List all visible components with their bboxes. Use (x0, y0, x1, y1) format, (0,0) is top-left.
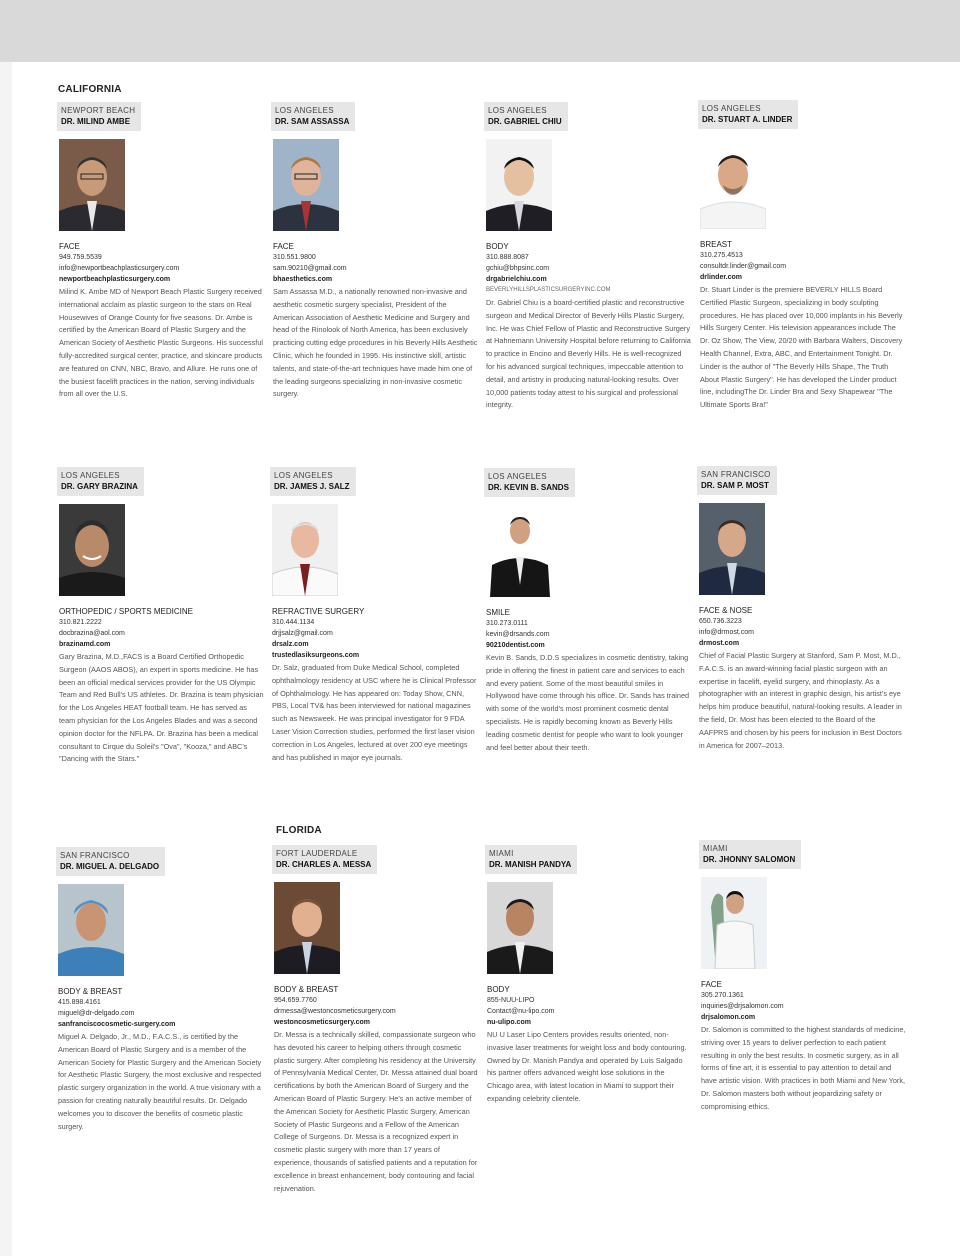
doctor-card (59, 467, 264, 766)
doctor-photo (58, 884, 124, 976)
doctor-phone: 650.736.3223 (699, 618, 742, 625)
doctor-phone: 415.898.4161 (58, 999, 101, 1006)
doctor-photo (486, 139, 552, 231)
doctor-card (700, 100, 905, 412)
doctor-photo (700, 137, 766, 229)
section-california: CALIFORNIA (58, 84, 122, 95)
doctor-specialty: SMILE (486, 608, 511, 617)
doctor-card (58, 847, 263, 1133)
doctor-tag (484, 102, 568, 131)
doctor-specialty: BODY (486, 242, 509, 251)
doctor-tag (699, 840, 801, 869)
doctor-photo (59, 139, 125, 231)
doctor-website[interactable]: drgabrielchiu.com (486, 276, 547, 283)
doctor-photo (59, 504, 125, 596)
doctor-bio: Chief of Facial Plastic Surgery at Stanford, Sam P. Most, M.D., F.A.C.S. is an award-winning facial plastic surgeon with an expertise in facelift, eyelid surgery, and rhinoplasty. As a photographer with an interest in graphic design, his artist's eye helps him produce beautiful, natural-looking results. A leader in the field, Dr. Most has been elected to the Board of the AAFPRS and chosen by his peers for inclusion in Best Doctors in America for 2007–2013. (699, 651, 902, 750)
doctor-bio: Dr. Gabriel Chiu is a board-certified plastic and reconstructive surgeon and Medical Director of Beverly Hills Plastic Surgery, Inc. He was Chief Fellow of Plastic and Reconstructive Surgery at Hahnemann University Hospital before returning to California to practice in Encino and Beverly Hills. He is well-recognized for his advanced surgical techniques, impeccable attention to detail, and artistry in producing natural-looking results. Over 10,000 patients today attest to his surgical and professional integrity. (486, 298, 691, 410)
doctor-website[interactable]: bhaesthetics.com (273, 276, 333, 283)
doctor-name: DR. GABRIEL CHIU (488, 117, 562, 126)
doctor-city: NEWPORT BEACH (61, 106, 136, 115)
doctor-name: DR. MILIND AMBE (61, 117, 131, 126)
doctor-specialty: FACE (59, 242, 80, 251)
doctor-city: MIAMI (489, 849, 514, 858)
doctor-phone: 310.444.1134 (272, 619, 315, 626)
doctor-card (59, 102, 264, 401)
doctor-tag (57, 102, 141, 131)
doctor-name: DR. JAMES J. SALZ (274, 482, 350, 491)
doctor-bio: Gary Brazina, M.D.,FACS is a Board Certified Orthopedic Surgeon (AAOS ABOS), an expert in sports medicine. He has been an official medical services provider for the US Olympic Team and Red Bull's US athletes. Dr. Brazina is team physician for the Los Angeles HEAT football team. He has served as team physician for the Los Angeles Blades and was a second opinion doctor for the NFLPA. Dr. Brazina has been a medical consultant to Cirque du Soleil's "Ova", "Kooza," and ABC's "Dancing with the Stars." (59, 652, 264, 764)
doctor-email[interactable]: Contact@nu-lipo.com (487, 1008, 555, 1015)
doctor-city: SAN FRANCISCO (60, 851, 130, 860)
doctor-photo (486, 505, 554, 597)
doctor-specialty: ORTHOPEDIC / SPORTS MEDICINE (59, 607, 193, 616)
doctor-card (274, 845, 479, 1195)
doctor-specialty: REFRACTIVE SURGERY (272, 607, 365, 616)
doctor-card (701, 840, 906, 1114)
doctor-city: LOS ANGELES (274, 471, 333, 480)
doctor-name: DR. STUART A. LINDER (702, 115, 793, 124)
doctor-phone: 310.551.9800 (273, 254, 316, 261)
doctor-specialty: BREAST (700, 240, 733, 249)
doctor-email[interactable]: info@newportbeachplasticsurgery.com (59, 265, 180, 272)
doctor-name: DR. MANISH PANDYA (489, 860, 572, 869)
doctor-phone: 310.821.2222 (59, 619, 102, 626)
doctor-city: FORT LAUDERDALE (276, 849, 358, 858)
doctor-website[interactable]: drlinder.com (700, 274, 743, 281)
doctor-card (273, 102, 478, 401)
section-florida: FLORIDA (276, 825, 322, 836)
doctor-website[interactable]: nu-ulipo.com (487, 1019, 531, 1026)
doctor-card (487, 845, 692, 1106)
doctor-card (486, 468, 691, 754)
doctor-website[interactable]: westoncosmeticsurgery.com (274, 1019, 370, 1026)
doctor-email[interactable]: inquiries@drjsalomon.com (701, 1003, 784, 1010)
doctor-name: DR. KEVIN B. SANDS (488, 483, 569, 492)
doctor-phone: 310.888.8087 (486, 254, 529, 261)
doctor-city: SAN FRANCISCO (701, 470, 771, 479)
doctor-city: LOS ANGELES (488, 472, 547, 481)
doctor-bio: Dr. Stuart Linder is the premiere BEVERLY HILLS Board Certified Plastic Surgeon, specializing in body sculpting procedures. He has placed over 10,000 implants in his Beverly Hills Surgery Center. His television appearances include The Dr. Oz Show, The View, 20/20 with Barbara Walters, Discovery Health Channel, Extra, ABC, and Entertainment Tonight. Dr. Linder is the author of "The Beverly Hills Shape, The Truth About Plastic Surgery". He has developed the Linder product line, includingThe Dr. Linder Bra and Sexy Shapewear "The Ultimate Sports Bra!" (700, 285, 903, 410)
doctor-website-secondary[interactable]: BEVERLYHILLSPLASTICSURGERYINC.COM (486, 287, 611, 293)
doctor-photo (273, 139, 339, 231)
doctor-bio: Dr. Messa is a technically skilled, compassionate surgeon who has devoted his career to helping others through cosmetic plastic surgery. After completing his residency at the University of Pennsylvania Medical Center, Dr. Messa attained dual board certifications by both the American Board of Surgery and the American Board of Plastic Surgery. He's an active member of the American Society for Aesthetic Plastic Surgery, American Society of Plastic Surgeons and a Fellow of the American College of Surgeons. Dr. Messa is a recognized expert in cosmetic plastic surgery with more than 17 years of experience, thousands of satisfied patients and a reputation for excellence in breast enhancement, body contouring and facial rejuvenation. (274, 1030, 478, 1193)
doctor-photo (274, 882, 340, 974)
doctor-phone: 310.275.4513 (700, 252, 743, 259)
doctor-photo (487, 882, 553, 974)
doctor-website[interactable]: newportbeachplasticsurgery.com (59, 276, 171, 283)
doctor-bio: Dr. Salomon is committed to the highest standards of medicine, striving over 15 years to deliver perfection to each patient resulting in only the best results. In cosmetic surgery, as in all forms of fine art, it is essential to pay attention to detail and have artistic vision. With practices in both Miami and New York, Dr. Salomon masters both without jeopardizing safety or compromising ethics. (701, 1025, 906, 1111)
doctor-website-secondary[interactable]: trustedlasiksurgeons.com (272, 652, 360, 659)
doctor-bio: Sam Assassa M.D., a nationally renowned non-invasive and aesthetic cosmetic surgery specialist, President of the American Association of Aesthetic Medicine and Surgery and head of the Rinolook of North America, has been exclusively practicing cutting edge procedures in his Beverly Hills Aesthetic Clinic, which he founded in 1995. His instinctive skill, artistic talents, and state-of-the-art techniques have made him one of the leading surgeons specializing in non-invasive cosmetic surgery. (273, 287, 478, 399)
doctor-website[interactable]: drjsalomon.com (701, 1014, 756, 1021)
doctor-tag (270, 467, 356, 496)
doctor-website[interactable]: 90210dentist.com (486, 642, 545, 649)
doctor-city: LOS ANGELES (61, 471, 120, 480)
doctor-tag (698, 100, 798, 129)
doctor-card (699, 466, 904, 752)
doctor-photo (272, 504, 338, 596)
doctor-website[interactable]: sanfranciscocosmetic-surgery.com (58, 1021, 176, 1028)
doctor-card (486, 102, 691, 412)
doctor-email[interactable]: kevin@drsands.com (486, 631, 550, 638)
doctor-tag (697, 466, 777, 495)
doctor-tag (57, 467, 144, 496)
doctor-phone: 305.270.1361 (701, 992, 744, 999)
doctor-bio: Milind K. Ambe MD of Newport Beach Plastic Surgery received international acclaim as plastic surgeon to the stars on Real Housewives of Orange County for five seasons. Dr. Ambe is certified by the American Board of Plastic Surgery and the American Society of Aesthetic Plastic Surgeons. His successful fully-accredited surgical center, practice, and skincare products are featured on CNN, NBC, Bravo, and Allure. He runs one of the busiest facelift practices in the nation, serving individuals from all over the U.S. (59, 287, 263, 399)
doctor-name: DR. CHARLES A. MESSA (276, 860, 372, 869)
doctor-city: LOS ANGELES (488, 106, 547, 115)
doctor-specialty: BODY (487, 985, 510, 994)
doctor-specialty: FACE (273, 242, 294, 251)
doctor-specialty: FACE (701, 980, 722, 989)
doctor-name: DR. MIGUEL A. DELGADO (60, 862, 160, 871)
doctor-bio: Miguel A. Delgado, Jr., M.D., F.A.C.S., is certified by the American Board of Plastic Surgery and is a member of the American Society for Plastic Surgery and the American Society for Aesthetic Plastic Surgery, the most exclusive and respected plastic surgery organization in the world. A true visionary with a passion for creating naturally beautiful results. Dr. Delgado welcomes you to discover the benefits of cosmetic plastic surgery. (58, 1032, 262, 1131)
doctor-bio: NU U Laser Lipo Centers provides results oriented, non-invasive laser treatments for weight loss and body contouring. Owned by Dr. Manish Pandya and operated by Luis Salgado his partner offers advanced weight lose solutions in the Chicago area, with latest location in Miami to support their expanding celebrity clientele. (487, 1030, 687, 1103)
top-banner (0, 0, 960, 62)
doctor-photo (699, 503, 765, 595)
doctor-name: DR. GARY BRAZINA (61, 482, 138, 491)
page-edge (0, 62, 12, 1256)
doctor-phone: 855-NUU-LIPO (487, 997, 535, 1004)
doctor-website[interactable]: drmost.com (699, 640, 740, 647)
doctor-email[interactable]: consultdr.linder@gmail.com (700, 263, 787, 270)
doctor-tag (271, 102, 355, 131)
doctor-bio: Dr. Salz, graduated from Duke Medical School, completed ophthalmology residency at USC where he is Clinical Professor of Ophthalmology. He has appeared on: Today Show, CNN, PBS, Local TV& has been interviewed for national magazines such as Newsweek. He was principal investigator for 9 FDA Laser Vision Correction studies, performed the first laser vision correction in Los Angeles, lectured at over 200 eye meetings and has published in major eye journals. (272, 663, 477, 762)
doctor-email[interactable]: gchiu@bhpsinc.com (486, 265, 550, 272)
doctor-website[interactable]: drsalz.com (272, 641, 309, 648)
doctor-name: DR. SAM ASSASSA (275, 117, 350, 126)
doctor-name: DR. SAM P. MOST (701, 481, 769, 490)
doctor-phone: 954.659.7760 (274, 997, 317, 1004)
doctor-phone: 310.273.0111 (486, 620, 528, 627)
doctor-website[interactable]: brazinamd.com (59, 641, 111, 648)
doctor-city: MIAMI (703, 844, 728, 853)
doctor-email[interactable]: docbrazina@aol.com (59, 630, 125, 637)
doctor-email[interactable]: drjjsalz@gmail.com (272, 630, 333, 637)
doctor-city: LOS ANGELES (702, 104, 761, 113)
doctor-email[interactable]: sam.90210@gmail.com (273, 265, 347, 272)
doctor-photo (701, 877, 767, 969)
doctor-city: LOS ANGELES (275, 106, 334, 115)
doctor-email[interactable]: miguel@dr-delgado.com (58, 1010, 135, 1017)
doctor-bio: Kevin B. Sands, D.D.S specializes in cosmetic dentistry, taking pride in offering the finest in patient care and services to each and every patient. Some of the most beautiful smiles in Hollywood have come through his office. Dr. Sands has trained with some of the world's most prominent cosmetic dental specialists. He is rapidly becoming known as Beverly Hills leading cosmetic dentist for people who want to look younger and feel better about their teeth. (486, 653, 690, 752)
doctor-email[interactable]: info@drmost.com (699, 629, 754, 636)
doctor-tag (484, 468, 575, 497)
doctor-email[interactable]: drmessa@westoncosmeticsurgery.com (274, 1008, 396, 1015)
doctor-phone: 949.759.5539 (59, 254, 102, 261)
doctor-specialty: FACE & NOSE (699, 606, 753, 615)
doctor-card (272, 467, 477, 764)
doctor-specialty: BODY & BREAST (58, 987, 123, 996)
doctor-tag (272, 845, 377, 874)
doctor-name: DR. JHONNY SALOMON (703, 855, 796, 864)
doctor-tag (485, 845, 577, 874)
doctor-tag (56, 847, 165, 876)
doctor-specialty: BODY & BREAST (274, 985, 339, 994)
